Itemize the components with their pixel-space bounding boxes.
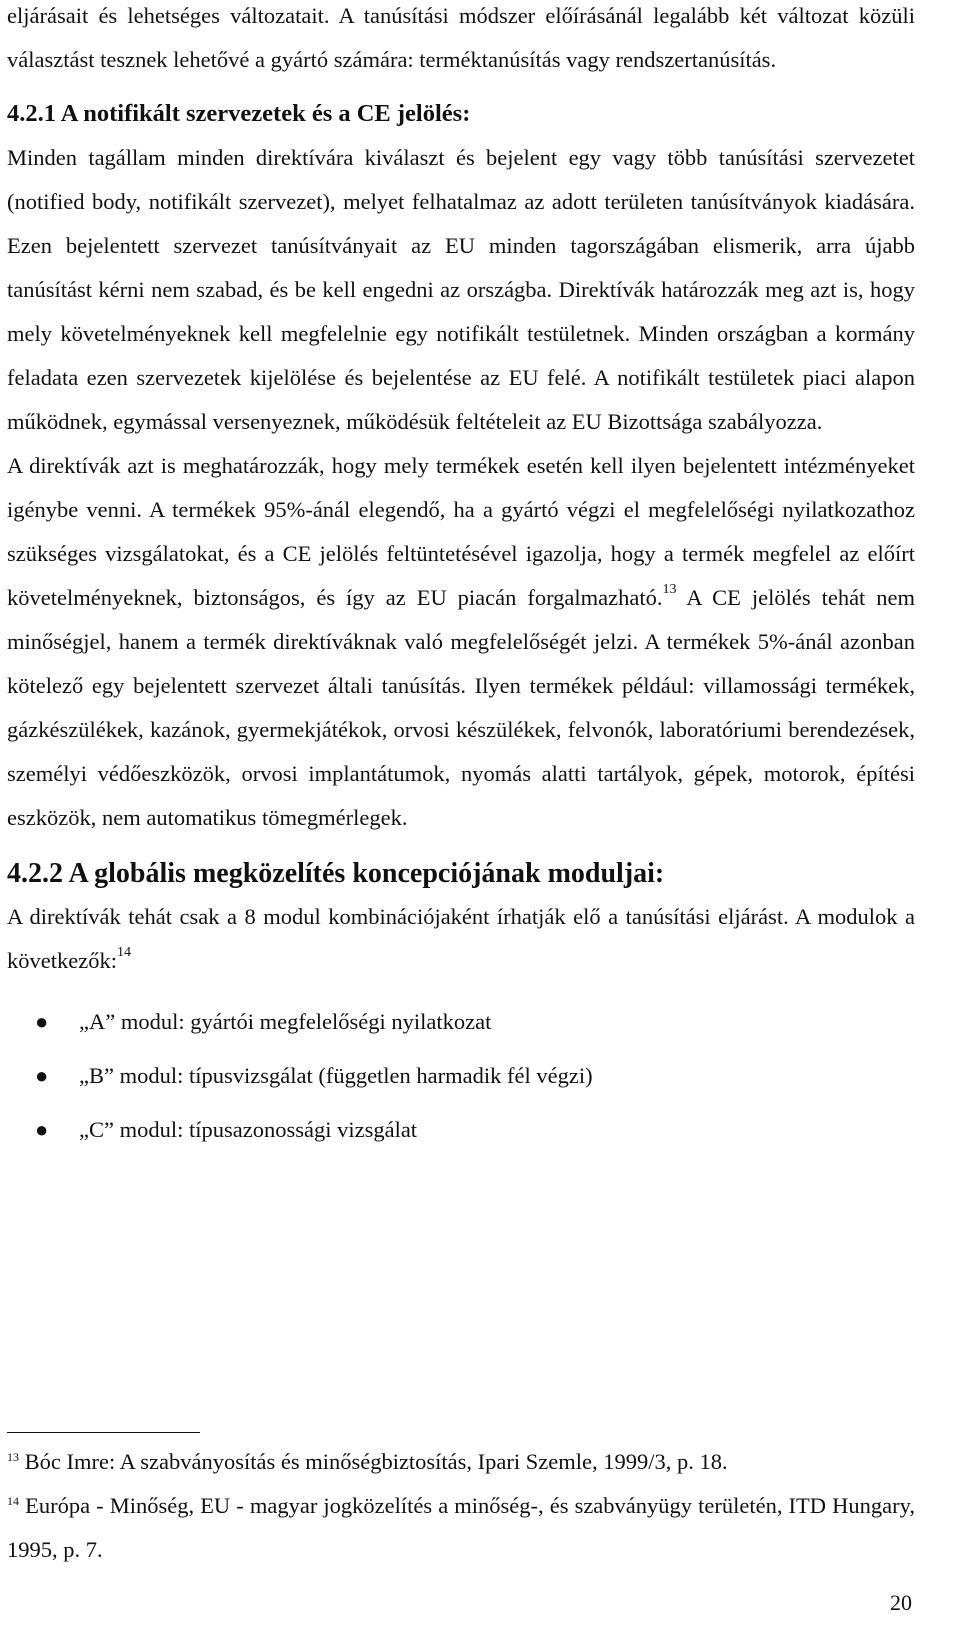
footnote-text: Európa - Minőség, EU - magyar jogközelítés a minőség-, és szabványügy területén, ITD Hungary, 1995, p. 7. [7, 1493, 915, 1562]
footnote-14 [7, 1484, 915, 1572]
section-4-2-2-intro [7, 895, 915, 983]
footnote-separator [7, 1432, 200, 1433]
paragraph-2-text-part1: A direktívák azt is meghatározzák, hogy mely termékek esetén kell ilyen bejelentett intézményeket igénybe venni. A termékek 95%-ánál elegendő, ha a gyártó végzi el megfelelőségi nyilatkozathoz szükséges vizsgálatokat, és a CE jelölés feltüntetésével igazolja, hogy a termék megfelel az előírt követelményeknek, biztonságos, és így az EU piacán forgalmazható. [7, 453, 915, 610]
document-page [7, 0, 915, 1164]
section-4-2-2-intro-text: A direktívák tehát csak a 8 modul kombinációjaként írhatják elő a tanúsítási eljárást. A modulok a következők: [7, 904, 915, 973]
module-list-item [7, 1002, 915, 1056]
footnote-13 [7, 1440, 915, 1484]
module-list [7, 1002, 915, 1164]
page-number: 20 [890, 1590, 912, 1615]
footnote-ref-14[interactable]: 14 [116, 945, 131, 960]
section-4-2-1-paragraph-1: Minden tagállam minden direktívára kiválaszt és bejelent egy vagy több tanúsítási szervezetet (notified body, notifikált szervezet), melyet felhatalmaz az adott területen tanúsítványok kiadására. Ezen bejelentett szervezet tanúsítványait az EU minden tagországában elismerik, arra újabb tanúsítást kérni nem szabad, és be kell engedni az országba. Direktívák határozzák meg azt is, hogy mely követelményeknek kell megfelelnie egy notifikált testületnek. Minden országban a kormány feladata ezen szervezetek kijelölése és bejelentése az EU felé. A notifikált testületek piaci alapon működnek, egymással versenyeznek, működésük feltételeit az EU Bizottsága szabályozza. [7, 145, 915, 434]
footnote-number: 13 [7, 1450, 19, 1464]
bullet-icon: ● [35, 1117, 49, 1142]
bullet-icon: ● [35, 1009, 49, 1034]
module-list-item [7, 1110, 915, 1164]
footnote-number: 14 [7, 1494, 19, 1508]
footnotes [7, 1440, 915, 1572]
section-4-2-2-heading: 4.2.2 A globális megközelítés koncepciójának moduljai: [7, 858, 665, 889]
module-c-text: „C” modul: típusazonossági vizsgálat [79, 1117, 418, 1142]
module-list-item [7, 1056, 915, 1110]
footnote-ref-13[interactable]: 13 [662, 582, 677, 597]
module-a-text: „A” modul: gyártói megfelelőségi nyilatkozat [79, 1009, 492, 1034]
bullet-icon: ● [35, 1063, 49, 1088]
section-4-2-1-heading: 4.2.1 A notifikált szervezetek és a CE jelölés: [7, 100, 471, 127]
module-b-text: „B” modul: típusvizsgálat (független harmadik fél végzi) [79, 1063, 593, 1088]
paragraph-2-text-part2: A CE jelölés tehát nem minőségjel, hanem a termék direktíváknak való megfelelőségét jelzi. A termékek 5%-ánál azonban kötelező egy bejelentett szervezet általi tanúsítás. Ilyen termékek például: villamossági termékek, gázkészülékek, kazánok, gyermekjátékok, orvosi készülékek, felvonók, laboratóriumi berendezések, személyi védőeszközök, orvosi implantátumok, nyomás alatti tartályok, gépek, motorok, építési eszközök, nem automatikus tömegmérlegek. [7, 585, 916, 830]
intro-paragraph: eljárásait és lehetséges változatait. A tanúsítási módszer előírásánál legalább két változat közüli választást tesznek lehetővé a gyártó számára: terméktanúsítás vagy rendszertanúsítás. [7, 3, 915, 72]
footnote-text: Bóc Imre: A szabványosítás és minőségbiztosítás, Ipari Szemle, 1999/3, p. 18. [19, 1449, 728, 1474]
section-4-2-1-paragraph-2 [7, 444, 915, 840]
